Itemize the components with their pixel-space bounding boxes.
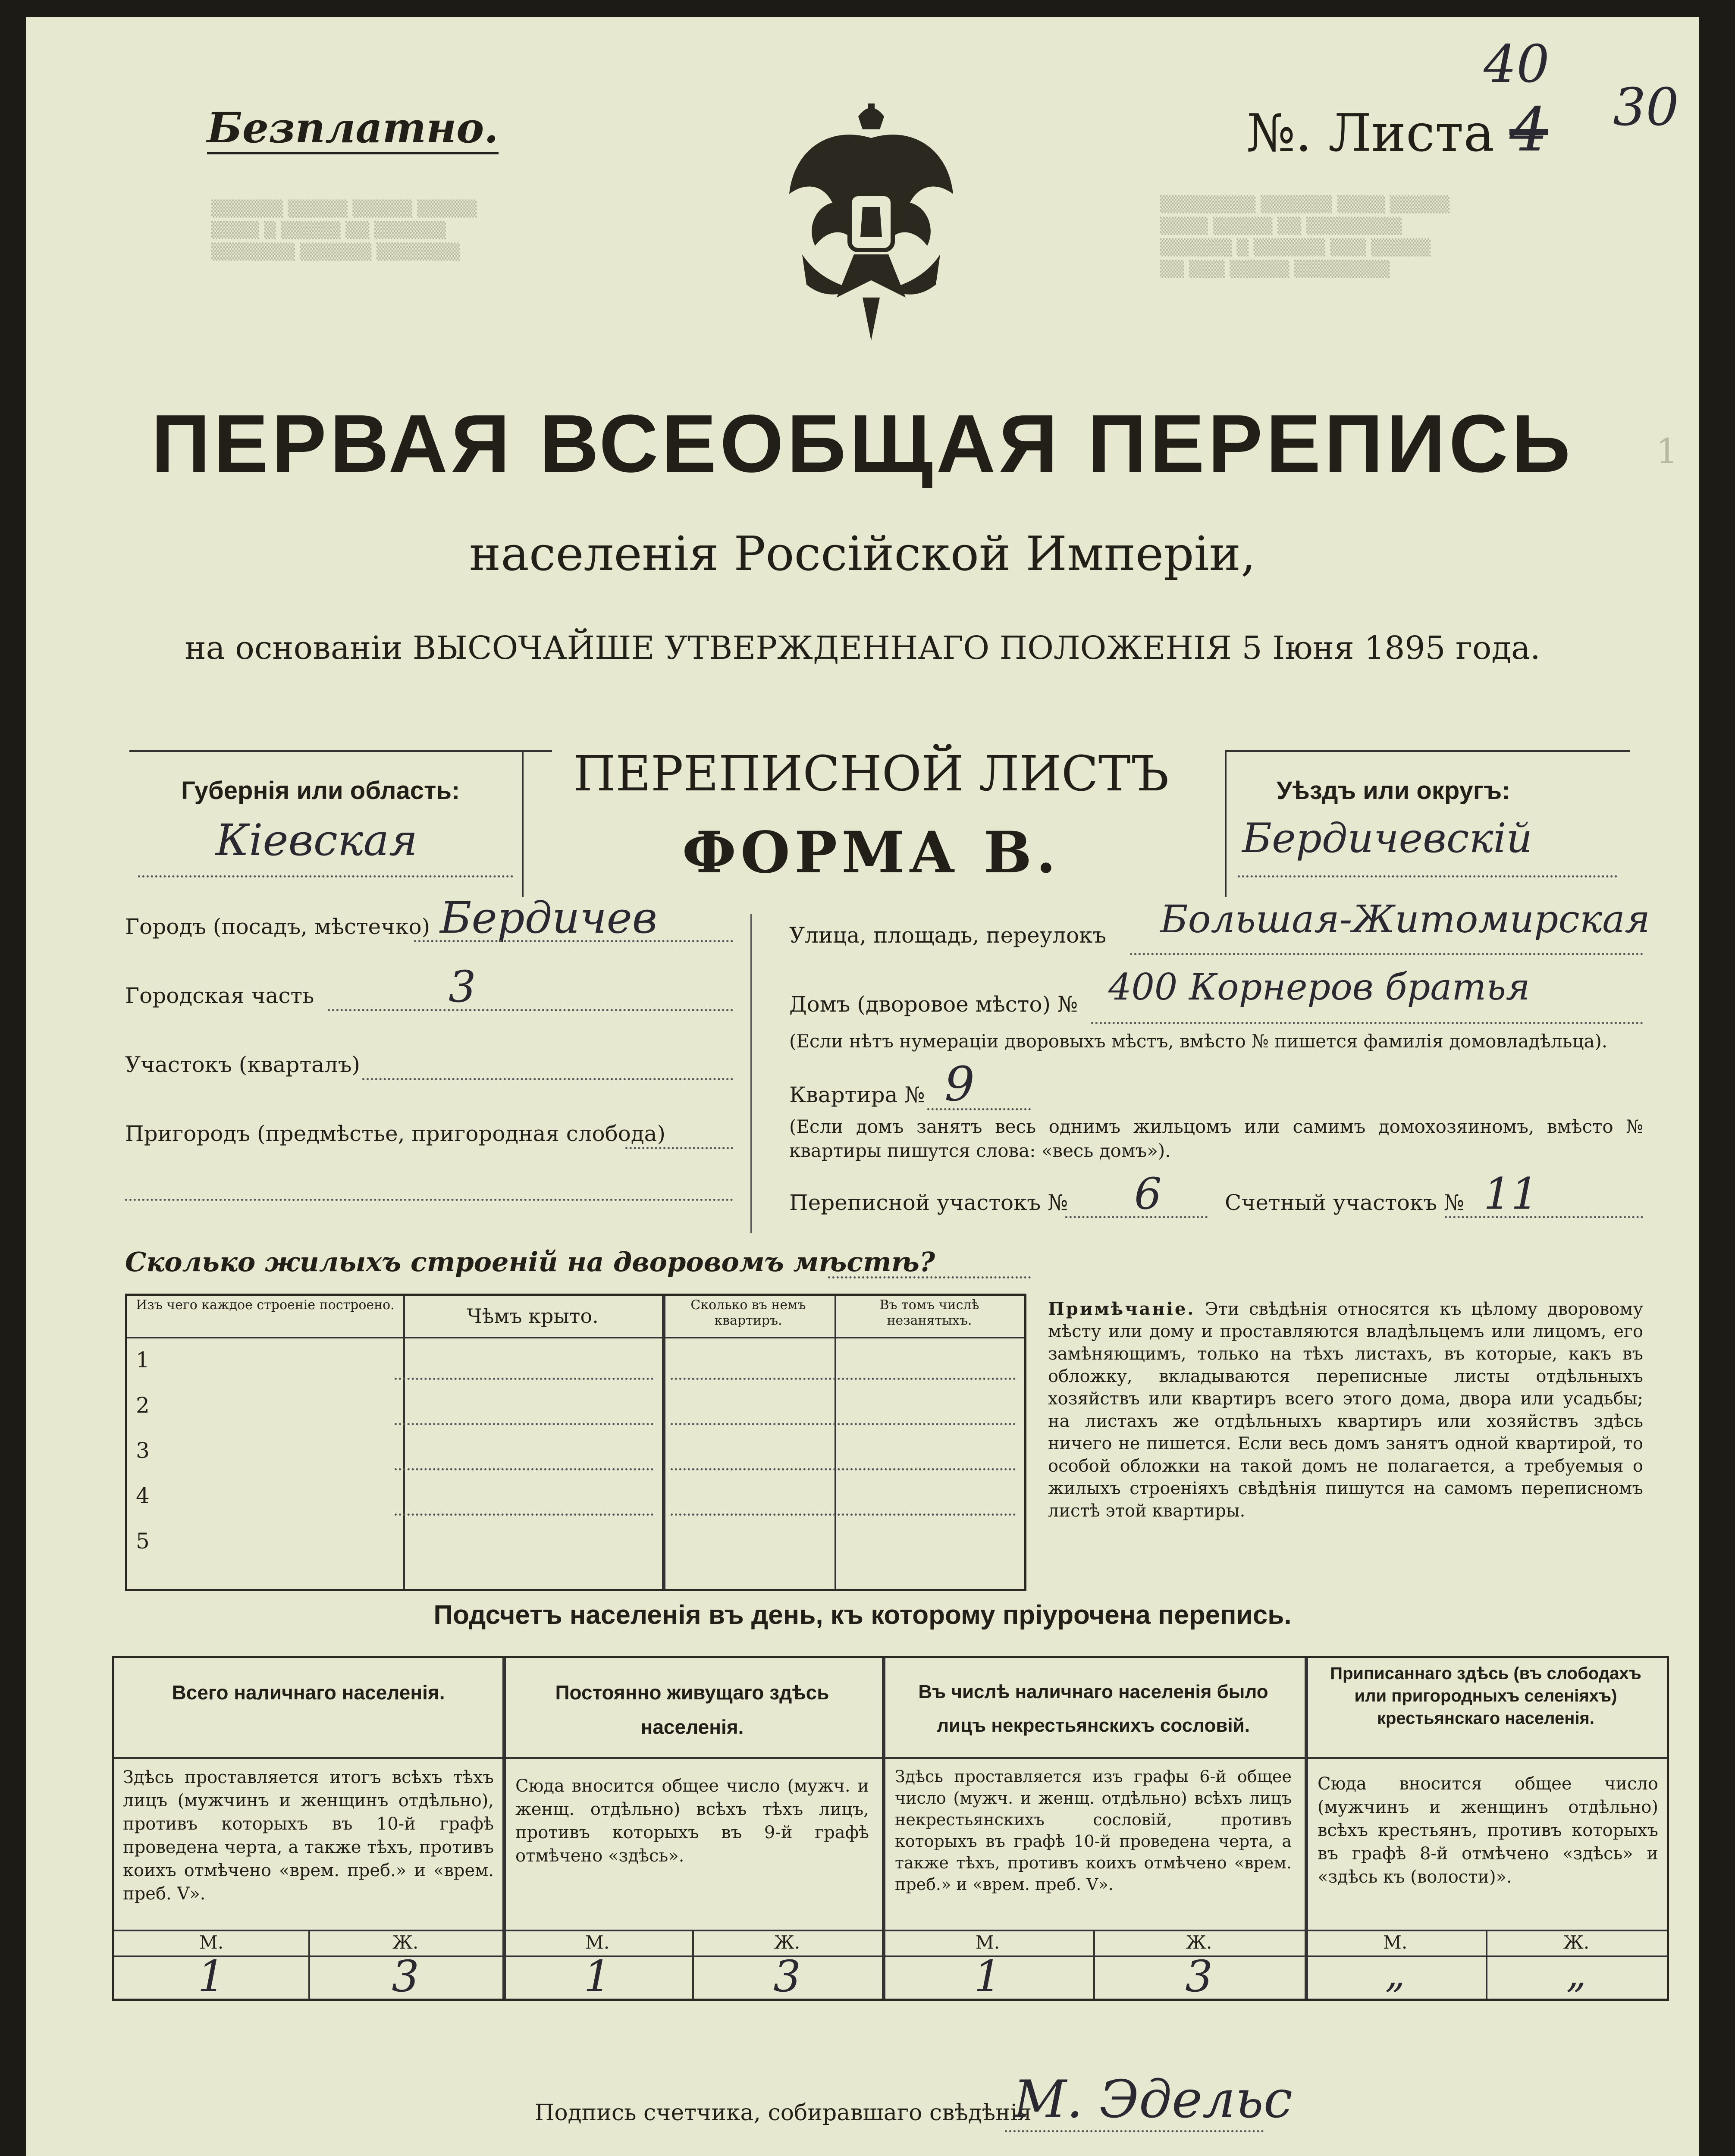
district-label: Участокъ (кварталъ): [125, 1052, 360, 1077]
suburb-label: Пригородъ (предмѣстье, пригородная слобода): [125, 1121, 665, 1146]
pop-col-2-f-value: 3: [773, 1951, 801, 2002]
buildings-col-material: Изъ чего каждое строеніе построено.: [136, 1297, 395, 1313]
main-title: ПЕРВАЯ ВСЕОБЩАЯ ПЕРЕПИСЬ: [151, 398, 1574, 489]
population-title: Подсчетъ населенія въ день, къ которому пріурочена перепись.: [433, 1600, 1292, 1630]
corner-number: 40: [1484, 34, 1550, 94]
apartment-label: Квартира №: [789, 1082, 925, 1107]
pop-col-3-m-label: М.: [975, 1932, 1000, 1953]
pop-col-3-header: Въ числѣ наличнаго населенія было лицъ некрестьянскихъ сословій.: [918, 1681, 1268, 1736]
pop-col-4-f-label: Ж.: [1563, 1932, 1590, 1953]
pop-col-4-m-label: М.: [1383, 1932, 1408, 1953]
pop-col-2-header: Постоянно живущаго здѣсь населенія.: [555, 1681, 829, 1738]
pop-col-4-m-value: „: [1385, 1951, 1406, 1996]
pop-col-2-f-label: Ж.: [774, 1932, 800, 1953]
counting-district-label: Счетный участокъ №: [1225, 1190, 1465, 1215]
sheet-number-value: 4: [1509, 95, 1548, 165]
census-sheet: [26, 17, 1699, 2156]
buildings-col-vacant: Въ томъ числѣ незанятыхъ.: [879, 1297, 979, 1328]
buildings-row-4: 4: [136, 1483, 150, 1508]
buildings-note-text: Эти свѣдѣнія относятся къ цѣлому дворовому мѣсту или дому и проставляются владѣльцемъ или лицомъ, его замѣняющимъ, только на тѣхъ листахъ, въ которые, какъ въ обложку, вкладываются переписные листы отдѣльныхъ хозяйствъ или квартиръ всего этого дома, двора или усадьбы; на листахъ же отдѣльныхъ квартиръ или хозяйствъ здѣсь ничего не пишется. Если весь домъ занятъ одной квартирой, то особой обложки на такой домъ не полагается, а требуемыя о жилыхъ строеніяхъ свѣдѣнія пишутся на самомъ переписномъ листѣ этой квартиры.: [1048, 1299, 1643, 1521]
form-label: ФОРМА В.: [682, 819, 1060, 886]
pop-col-3-f-value: 3: [1185, 1951, 1213, 2002]
city-label: Городъ (посадъ, мѣстечко): [125, 914, 430, 939]
buildings-note: [1048, 1298, 1643, 1522]
coat-of-arms-icon: [776, 99, 966, 349]
city-part-label: Городская часть: [125, 983, 314, 1008]
pop-col-1-f-label: Ж.: [392, 1932, 419, 1953]
sheet-number-label: №. Листа: [1246, 103, 1495, 163]
signature-label: Подпись счетчика, собиравшаго свѣдѣнія: [535, 2100, 1032, 2126]
pop-col-2-m-label: М.: [585, 1932, 610, 1953]
buildings-question: Сколько жилыхъ строеній на дворовомъ мѣстѣ?: [125, 1246, 935, 1278]
pop-col-3-f-label: Ж.: [1186, 1932, 1212, 1953]
uezd-value: Бердичевскій: [1242, 815, 1533, 862]
pop-col-1-desc: Здѣсь проставляется итогъ всѣхъ тѣхъ лицъ (мужчинъ и женщинъ отдѣльно), противъ которыхъ въ 10-й графѣ проведена черта, а также тѣхъ, противъ коихъ отмѣчено «врем. преб.» и «врем. преб. V».: [123, 1767, 494, 1904]
pop-col-1-m-value: 1: [198, 1951, 225, 2002]
gubernia-label: Губернія или область:: [181, 777, 460, 805]
gubernia-value: Кіевская: [216, 815, 418, 865]
counting-district-value: 11: [1484, 1169, 1539, 1219]
basis-line: на основаніи ВЫСОЧАЙШЕ УТВЕРЖДЕННАГО ПОЛОЖЕНІЯ 5 Іюня 1895 года.: [185, 630, 1540, 667]
house-label: Домъ (дворовое мѣсто) №: [789, 992, 1078, 1017]
street-label: Улица, площадь, переулокъ: [789, 923, 1107, 948]
pop-col-1-m-label: М.: [199, 1932, 224, 1953]
buildings-note-title: Примѣчаніе.: [1048, 1299, 1195, 1319]
uezd-label: Уѣздъ или округъ:: [1277, 777, 1510, 805]
city-value: Бердичев: [440, 893, 658, 943]
city-part-value: 3: [449, 962, 476, 1012]
margin-mark: 1: [1656, 431, 1678, 471]
bleed-through-text: ▒▒▒▒▒▒▒▒ ▒▒▒▒▒▒ ▒▒▒▒ ▒▒▒▒▒ ▒▒▒▒ ▒▒▒▒▒ ▒▒ ▒▒▒▒▒▒▒▒ ▒▒▒▒▒▒ ▒ ▒▒▒▒▒▒ ▒▒▒ ▒▒▒▒▒ ▒▒ ▒▒▒ ▒▒▒▒▒ ▒▒▒▒▒▒▒▒: [1160, 196, 1450, 278]
house-value: 400 Корнеров братья: [1108, 966, 1530, 1008]
apartment-note: (Если домъ занятъ весь однимъ жильцомъ или самимъ домохозяиномъ, вмѣсто № квартиры пишутся слова: «весь домъ»).: [789, 1116, 1643, 1161]
street-value: Большая-Житомирская: [1160, 897, 1650, 941]
pop-col-3-m-value: 1: [974, 1951, 1001, 2002]
pop-col-2-m-value: 1: [584, 1951, 611, 2002]
buildings-row-5: 5: [136, 1529, 150, 1554]
free-label: Безплатно.: [207, 103, 499, 154]
pop-col-2-desc: Сюда вносится общее число (мужч. и женщ. отдѣльно) всѣхъ тѣхъ лицъ, противъ которыхъ въ 9-й графѣ отмѣчено «здѣсь».: [515, 1776, 869, 1866]
pop-col-1-f-value: 3: [392, 1951, 419, 2002]
buildings-row-1: 1: [136, 1348, 150, 1373]
buildings-col-apartments: Сколько въ немъ квартиръ.: [690, 1297, 806, 1328]
pop-col-4-desc: Сюда вносится общее число (мужчинъ и женщинъ отдѣльно) всѣхъ крестьянъ, противъ которыхъ въ графѣ 8-й отмѣчено «здѣсь» и «здѣсь къ (волости)».: [1318, 1774, 1658, 1887]
pop-col-4-f-value: „: [1566, 1951, 1587, 1996]
apartment-value: 9: [944, 1056, 975, 1112]
census-district-label: Переписной участокъ №: [789, 1190, 1068, 1215]
subtitle: населенія Россійской Имперіи,: [469, 526, 1256, 581]
population-table: [112, 1656, 1669, 2001]
side-number: 30: [1613, 78, 1679, 138]
sheet-title: ПЕРЕПИСНОЙ ЛИСТЪ: [573, 746, 1169, 802]
pop-col-1-header: Всего наличнаго населенія.: [172, 1681, 445, 1704]
house-note: (Если нѣтъ нумераціи дворовыхъ мѣстъ, вмѣсто № пишется фамилія домовладѣльца).: [789, 1031, 1608, 1052]
pop-col-4-header: Приписаннаго здѣсь (въ слободахъ или пригородныхъ селеніяхъ) крестьянскаго населенія.: [1330, 1664, 1641, 1728]
signature-value: М. Эдельс: [1013, 2070, 1293, 2130]
pop-col-3-desc: Здѣсь проставляется изъ графы 6-й общее число (мужч. и женщ. отдѣльно) всѣхъ лицъ некрестьянскихъ сословій, противъ которыхъ въ графѣ 10-й проведена черта, а также тѣхъ, противъ коихъ отмѣчено «врем. преб.» и «врем. преб. V».: [895, 1767, 1292, 1894]
bleed-through-text-left: ▒▒▒▒▒▒ ▒▒▒▒▒ ▒▒▒▒▒ ▒▒▒▒▒ ▒▒▒▒ ▒ ▒▒▒▒▒ ▒▒ ▒▒▒▒▒▒ ▒▒▒▒▒▒▒ ▒▒▒▒▒▒ ▒▒▒▒▒▒▒: [211, 200, 477, 261]
buildings-table: [125, 1294, 1026, 1591]
buildings-row-3: 3: [136, 1438, 150, 1463]
census-district-value: 6: [1134, 1169, 1162, 1219]
buildings-row-2: 2: [136, 1393, 150, 1418]
buildings-col-roof: Чѣмъ крыто.: [467, 1304, 599, 1328]
